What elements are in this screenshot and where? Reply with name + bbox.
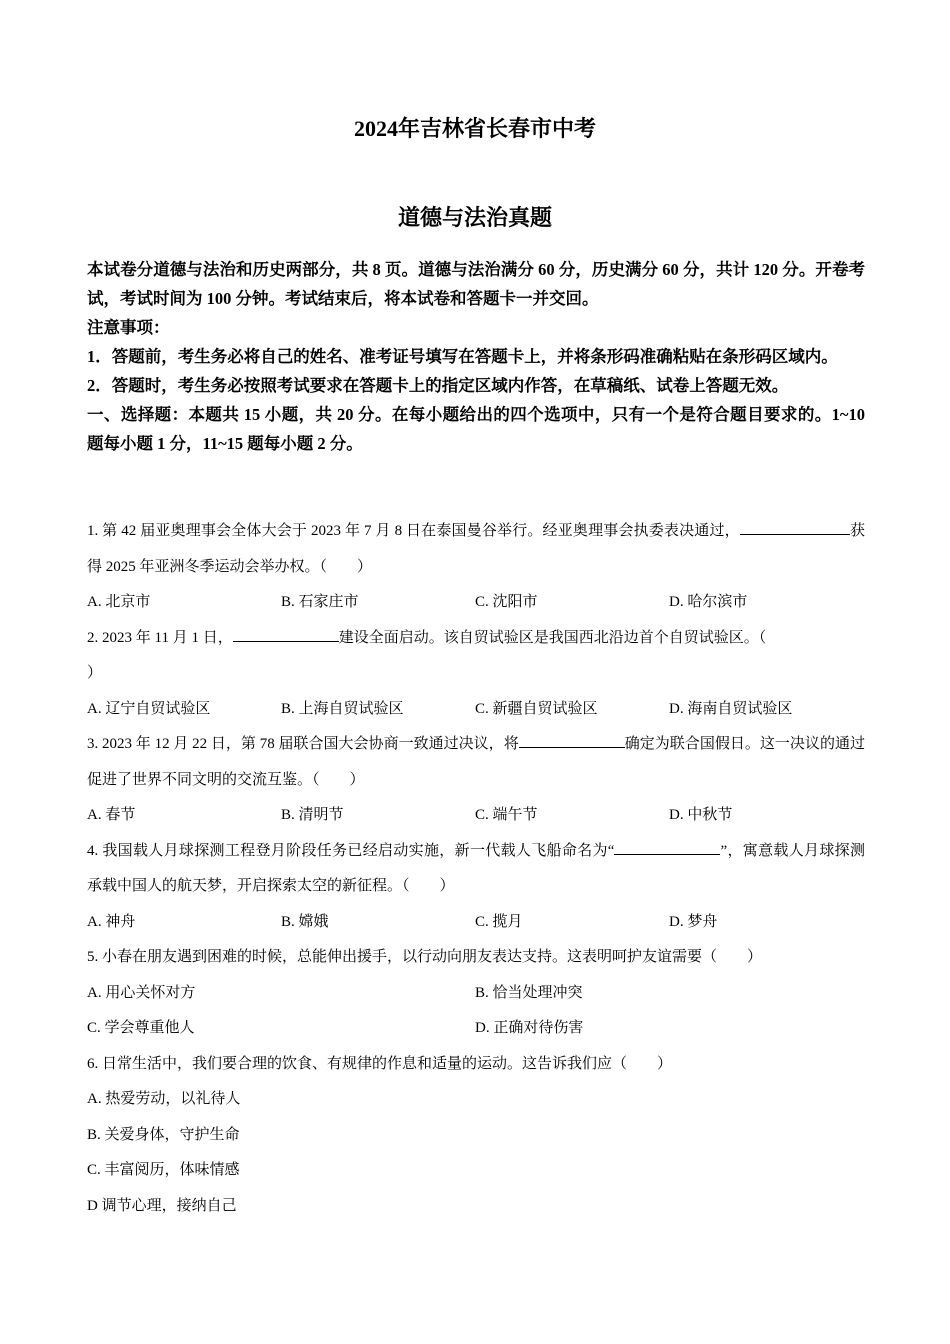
option: A. 辽宁自贸试验区 [87,700,211,717]
option: C. 揽月 [475,913,523,930]
question-6-stem: 6. 日常生活中，我们要合理的饮食、有规律的作息和适量的运动。这告诉我们应（ ） [87,1055,673,1072]
question-3-options [87,798,865,834]
exam-subtitle: 道德与法治真题 [397,205,552,230]
question-list [87,514,865,1224]
answer-blank [740,517,799,535]
question-4-options [87,905,865,941]
question-2-stem: 2. 2023 年 11 月 1 日， 建设全面启动。该自贸试验区是我国西北沿边首个自贸试验区。（ ） [87,621,865,692]
exam-instructions [87,255,865,458]
option: A. 神舟 [87,913,136,930]
question-5-options-row-2 [87,1011,865,1047]
option: D. 海南自贸试验区 [669,700,793,717]
option: C. 新疆自贸试验区 [475,700,598,717]
option: A. 春节 [87,807,136,823]
option: B. 上海自贸试验区 [281,700,404,717]
option: D 调节心理，接纳自己 [87,1197,237,1214]
option: A. 热爱劳动，以礼待人 [87,1091,241,1107]
answer-blank [614,837,720,855]
option: B. 清明节 [281,807,344,823]
question-2-options [87,692,865,728]
option: A. 北京市 [87,594,151,610]
question-4-stem: 4. 我国载人月球探测工程登月阶段任务已经启动实施，新一代载人飞船命名为“ ”，寓意载人月球探测承载中国人的航天梦，开启探索太空的新征程。（ ） [87,834,865,905]
notice-item-2: 2．答题时，考生务必按照考试要求在答题卡上的指定区域内作答，在草稿纸、试卷上答题无效。 [87,376,789,395]
option: D. 正确对待伤害 [475,1020,584,1036]
notice-item-1: 1．答题前，考生务必将自己的姓名、准考证号填写在答题卡上，并将条形码准确粘贴在条形码区域内。 [87,347,838,366]
option: B. 恰当处理冲突 [475,984,583,1001]
answer-blank [233,624,339,642]
exam-title: 2024年吉林省长春市中考 [353,116,596,141]
question-1-stem: 1. 第 42 届亚奥理事会全体大会于 2023 年 7 月 8 日在泰国曼谷举行。经亚奥理事会执委表决通过， 获得 2025 年亚洲冬季运动会举办权。（ ） [87,514,865,585]
question-1-options [87,585,865,621]
question-5-options-row-1 [87,976,865,1012]
option: D. 中秋节 [669,807,733,823]
question-3-stem: 3. 2023 年 12 月 22 日，第 78 届联合国大会协商一致通过决议，将 确定为联合国假日。这一决议的通过促进了世界不同文明的交流互鉴。（ ） [87,727,865,798]
notice-title: 注意事项： [87,318,170,337]
question-5-stem: 5. 小春在朋友遇到困难的时候，总能伸出援手，以行动向朋友表达支持。这表明呵护友谊需要（ ） [87,949,763,965]
option: B. 嫦娥 [281,913,329,930]
option: D. 梦舟 [669,913,718,930]
answer-blank [799,517,850,535]
option: B. 关爱身体，守护生命 [87,1126,240,1143]
option: A. 用心关怀对方 [87,984,196,1001]
option: C. 学会尊重他人 [87,1020,195,1036]
answer-blank [519,730,625,748]
section-heading: 一、选择题：本题共 15 小题，共 20 分。在每小题给出的四个选项中，只有一个是符合题目要求的。1~10 题每小题 1 分，11~15 题每小题 2 分。 [87,405,865,453]
intro-paragraph: 本试卷分道德与法治和历史两部分，共 8 页。道德与法治满分 60 分，历史满分 60 分，共计 120 分。开卷考试，考试时间为 100 分钟。考试结束后，将本试卷和答题卡一并交回。 [87,260,866,308]
option: B. 石家庄市 [281,594,359,610]
option: D. 哈尔滨市 [669,594,748,610]
option: C. 端午节 [475,807,538,823]
option: C. 丰富阅历，体味情感 [87,1162,240,1178]
option: C. 沈阳市 [475,594,538,610]
